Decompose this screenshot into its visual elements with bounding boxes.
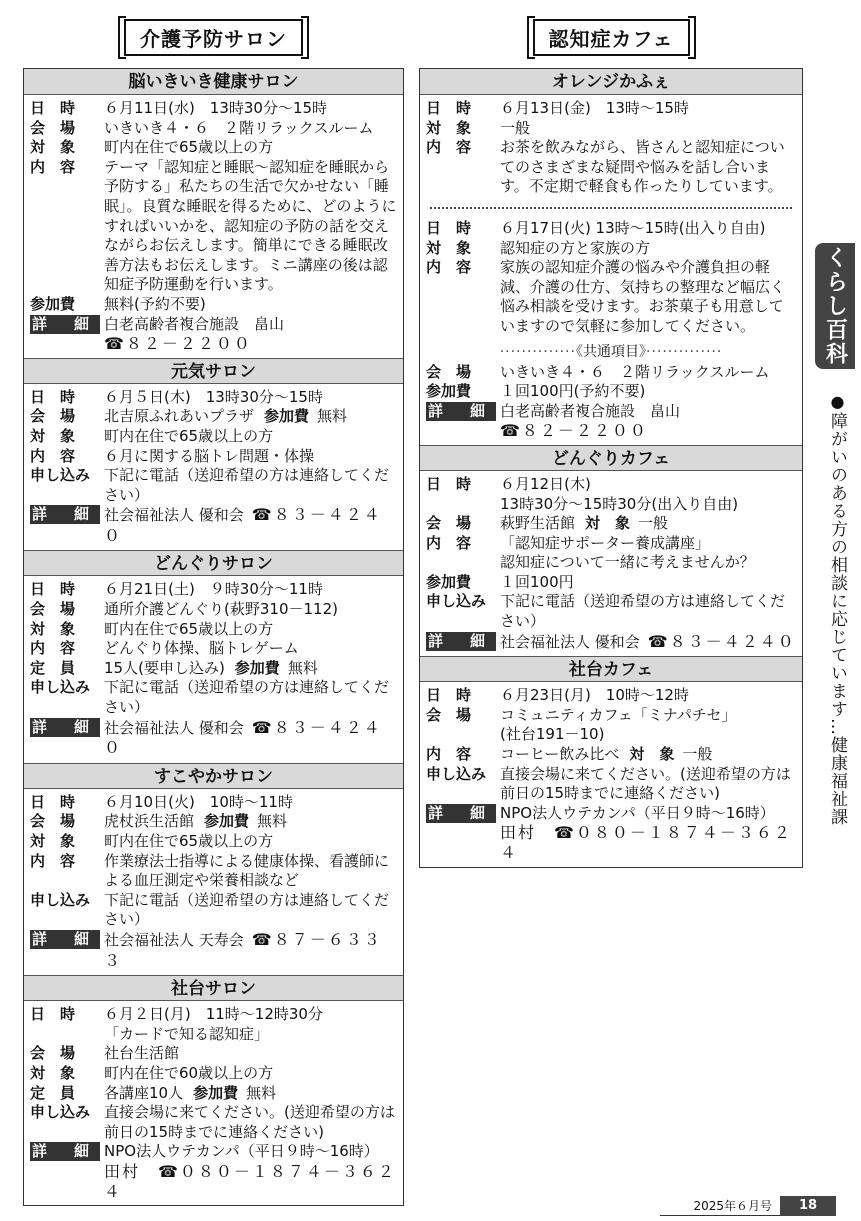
- row-extra-label: 対 象: [585, 514, 631, 533]
- salon-card: [24, 69, 403, 358]
- row-value-text: 認知症の方と家族の方: [500, 238, 651, 257]
- row-label: 日 時: [30, 1005, 76, 1024]
- info-row: [30, 447, 397, 467]
- info-row: [426, 475, 796, 495]
- info-row: [30, 1162, 397, 1201]
- row-value: [104, 659, 397, 679]
- row-value: [500, 258, 796, 336]
- row-value-text: 認知症について一緒に考えませんか？: [500, 553, 755, 572]
- row-label: 日 時: [30, 387, 76, 406]
- card-title: オレンジかふぇ: [420, 69, 802, 95]
- row-value-text: ６月２日(月) 11時～12時30分: [104, 1005, 323, 1024]
- info-row: [426, 99, 796, 119]
- card-body: [420, 95, 802, 445]
- row-value: [104, 1142, 397, 1162]
- row-label: 内 容: [30, 157, 76, 176]
- row-value: [500, 402, 796, 422]
- info-row: [30, 852, 397, 891]
- row-label: 日 時: [426, 686, 472, 705]
- row-value: [500, 765, 796, 804]
- row-value-text: 社会福祉法人 優和会: [104, 506, 244, 525]
- card-body: [24, 95, 403, 358]
- info-row: [426, 534, 796, 554]
- info-row: [426, 632, 796, 653]
- row-label: 内 容: [426, 258, 472, 277]
- row-value-text: 社台生活館: [104, 1044, 180, 1063]
- row-label: 会 場: [30, 407, 76, 426]
- info-row: [30, 407, 397, 427]
- row-label: 会 場: [426, 362, 472, 381]
- info-row: [30, 639, 397, 659]
- info-row: [426, 239, 796, 259]
- info-row: [426, 553, 796, 573]
- row-label: 申し込み: [426, 764, 487, 783]
- row-value-text: ６月17日(火) 13時～15時(出入り自由): [500, 218, 766, 237]
- row-value: [104, 1103, 397, 1142]
- row-value-text: 町内在住で65歳以上の方: [104, 619, 274, 638]
- row-value: [104, 678, 397, 717]
- row-label: [30, 334, 104, 354]
- row-value: [104, 891, 397, 930]
- card-title: 脳いきいき健康サロン: [24, 69, 403, 95]
- phone-number: ☎８３－４２４０: [647, 631, 796, 651]
- dotted-divider: [430, 207, 792, 209]
- row-value: [500, 706, 796, 726]
- cafe-card: [420, 445, 802, 656]
- row-value: [104, 718, 397, 759]
- row-value: [500, 725, 796, 745]
- row-value-text: 15人(要申し込み): [104, 658, 225, 677]
- info-row: [426, 592, 796, 631]
- row-value-text: ６月13日(金) 13時～15時: [500, 99, 689, 117]
- row-value-text: 一般: [500, 118, 531, 137]
- row-value-text: 無料(予約不要): [104, 294, 206, 313]
- row-extra-value: 一般: [682, 745, 713, 764]
- row-label: 申し込み: [30, 890, 91, 909]
- row-label: 内 容: [426, 745, 472, 764]
- info-row: [426, 219, 796, 239]
- row-value: [500, 553, 796, 573]
- row-value-text: 家族の認知症介護の悩みや介護負担の軽減、介護の仕方、気持ちの整理など幅広く悩み相談を受けます。お茶菓子も用意していますので気軽に参加してください。: [500, 258, 786, 335]
- row-value: [104, 158, 397, 295]
- row-value-text: ６月10日(火) 10時～11時: [104, 792, 293, 811]
- row-value: [104, 832, 397, 852]
- row-extra-value: 一般: [638, 514, 669, 533]
- info-row: [426, 573, 796, 593]
- page-number: 18: [780, 1196, 836, 1216]
- row-label: 内 容: [30, 851, 76, 870]
- issue-label: 2025年６月号: [660, 1196, 780, 1216]
- row-label: 日 時: [426, 218, 472, 237]
- row-value: [500, 686, 796, 706]
- row-label: 詳 細: [30, 315, 100, 334]
- phone-number: ☎８７－６３３３: [104, 929, 382, 970]
- row-label: 詳 細: [30, 505, 100, 524]
- row-value: [104, 427, 397, 447]
- row-value: [104, 505, 397, 546]
- phone-number: ☎８３－４２４０: [104, 717, 382, 758]
- row-value-text: 下記に電話（送迎希望の方は連絡してください）: [500, 592, 786, 631]
- row-label: 対 象: [426, 118, 472, 137]
- info-row: [426, 706, 796, 726]
- cafe-card: [420, 656, 802, 866]
- row-label: 申し込み: [426, 592, 487, 611]
- row-label: 会 場: [30, 1044, 76, 1063]
- section-title-text: 認知症カフェ: [533, 19, 690, 56]
- row-label: 対 象: [426, 238, 472, 257]
- row-label: 詳 細: [30, 718, 100, 737]
- row-value-text: ６月５日(木) 13時30分～15時: [104, 387, 323, 406]
- info-row: [30, 427, 397, 447]
- card-body: [420, 682, 802, 866]
- row-label: 詳 細: [426, 632, 496, 651]
- row-value: [500, 363, 796, 383]
- card-orange-cafe: [420, 69, 802, 445]
- row-value-text: いきいき４・６ ２階リラックスルーム: [104, 118, 374, 137]
- row-value-text: ６月に関する脳トレ問題・体操: [104, 446, 315, 465]
- info-row: [30, 158, 397, 295]
- row-label: 対 象: [30, 138, 76, 157]
- row-value: [104, 620, 397, 640]
- row-label: [426, 553, 500, 573]
- row-value: [500, 239, 796, 259]
- page-footer: [660, 1196, 836, 1216]
- row-value-text: (社台191－10): [500, 725, 605, 744]
- row-value-text: 白老高齢者複合施設 畠山: [500, 401, 681, 420]
- info-row: [30, 1084, 397, 1104]
- row-label: [30, 1025, 104, 1045]
- info-row: [30, 659, 397, 679]
- row-value-text: １回100円: [500, 572, 574, 591]
- row-value-text: １回100円(予約不要): [500, 382, 646, 401]
- info-row: [426, 258, 796, 336]
- row-label: 申し込み: [30, 1103, 91, 1122]
- row-value-text: 通所介護どんぐり(萩野310－112): [104, 600, 338, 619]
- row-label: 対 象: [30, 1063, 76, 1082]
- row-label: [426, 823, 500, 862]
- row-label: 内 容: [426, 138, 472, 157]
- row-label: 内 容: [426, 533, 472, 552]
- row-value: [104, 1025, 397, 1045]
- row-value: [104, 812, 397, 832]
- row-value-text: 町内在住で65歳以上の方: [104, 426, 274, 445]
- row-label: 定 員: [30, 658, 76, 677]
- info-row: [30, 1142, 397, 1162]
- row-value-text: 「カードで知る認知症」: [104, 1024, 270, 1043]
- row-value-text: 社会福祉法人 優和会: [500, 632, 640, 651]
- row-value-text: ☎８２－２２００: [104, 334, 252, 354]
- row-value: [104, 315, 397, 335]
- row-value-text: ６月23日(月) 10時～12時: [500, 686, 689, 705]
- row-value: [500, 119, 796, 139]
- row-value-text: 町内在住で60歳以上の方: [104, 1063, 274, 1082]
- row-value-text: 社会福祉法人 天寿会: [104, 930, 244, 949]
- row-label: 会 場: [426, 705, 472, 724]
- row-label: 対 象: [30, 832, 76, 850]
- salon-box: [23, 68, 404, 1206]
- salon-card: [24, 358, 403, 551]
- row-value-text: 下記に電話（送迎希望の方は連絡してください）: [104, 890, 390, 929]
- row-value-text: 社会福祉法人 優和会: [104, 718, 244, 737]
- info-row: [426, 421, 796, 441]
- info-row: [30, 812, 397, 832]
- card-title: どんぐりサロン: [24, 550, 403, 576]
- row-value: [104, 334, 397, 354]
- info-row: [426, 823, 796, 862]
- row-value-text: NPO法人ウテカンパ（平日９時～16時）: [500, 803, 775, 822]
- info-row: [426, 402, 796, 422]
- info-row: [426, 804, 796, 824]
- row-extra-value: 無料: [317, 407, 348, 426]
- common-items-label: ····· 《共通項目》 ·····: [426, 341, 796, 361]
- row-value-text: コーヒー飲み比べ: [500, 745, 620, 764]
- row-value: [104, 1005, 397, 1025]
- row-value: [500, 804, 796, 824]
- info-row: [30, 1103, 397, 1142]
- row-value-text: ６月11日(水) 13時30分～15時: [104, 99, 328, 117]
- row-value: [500, 138, 796, 197]
- row-value-text: 下記に電話（送迎希望の方は連絡してください）: [104, 678, 390, 717]
- row-extra-label: 参加費: [204, 812, 250, 831]
- card-body: [24, 576, 403, 762]
- row-value: [104, 466, 397, 505]
- row-value-text: 作業療法士指導による健康体操、看護師による血圧測定や栄養相談など: [104, 851, 390, 890]
- row-label: [30, 1162, 104, 1201]
- side-note: [818, 392, 854, 872]
- row-label: 参加費: [426, 382, 472, 401]
- row-value: [104, 639, 397, 659]
- row-value: [104, 793, 397, 813]
- row-value: [104, 99, 397, 119]
- info-row: [30, 505, 397, 546]
- row-value: [500, 99, 796, 119]
- side-note-text: 障がいのある方の相談に応じています…健康福祉課: [827, 412, 847, 826]
- row-value-text: いきいき４・６ ２階リラックスルーム: [500, 362, 770, 381]
- row-value: [104, 580, 397, 600]
- info-row: [30, 388, 397, 408]
- info-row: [30, 793, 397, 813]
- info-row: [30, 891, 397, 930]
- row-value-text: 白老高齢者複合施設 畠山: [104, 314, 285, 333]
- info-row: [30, 315, 397, 335]
- row-value-text: 田村 ☎０８０－１８７４－３６２４: [500, 823, 792, 862]
- right-column: [419, 18, 803, 868]
- row-value: [500, 573, 796, 593]
- row-extra-value: 無料: [287, 658, 318, 677]
- row-label: 日 時: [30, 99, 76, 117]
- row-value: [104, 1044, 397, 1064]
- row-value-text: 下記に電話（送迎希望の方は連絡してください）: [104, 466, 390, 504]
- row-label: 詳 細: [30, 930, 100, 949]
- info-row: [426, 745, 796, 765]
- row-value: [104, 1162, 397, 1201]
- side-tab-kurashi: くらし百科: [815, 243, 855, 369]
- row-value: [104, 447, 397, 467]
- row-value-text: 虎杖浜生活館: [104, 812, 195, 831]
- row-value: [104, 407, 397, 427]
- row-label: [426, 421, 500, 441]
- info-row: [30, 678, 397, 717]
- row-label: 定 員: [30, 1083, 76, 1102]
- info-row: [30, 99, 397, 119]
- row-value: [500, 475, 796, 495]
- info-row: [30, 580, 397, 600]
- info-row: [30, 930, 397, 971]
- card-title: どんぐりカフェ: [420, 445, 802, 471]
- row-value-text: NPO法人ウテカンパ（平日９時～16時）: [104, 1142, 379, 1161]
- info-row: [30, 600, 397, 620]
- row-value-text: 萩野生活館: [500, 514, 576, 533]
- row-value-text: どんぐり体操、脳トレゲーム: [104, 639, 299, 658]
- info-row: [426, 382, 796, 402]
- row-label: 対 象: [30, 619, 76, 638]
- row-label: 会 場: [426, 514, 472, 533]
- row-value: [104, 600, 397, 620]
- row-label: 内 容: [30, 639, 76, 658]
- info-row: [30, 466, 397, 505]
- salon-card: [24, 550, 403, 762]
- row-value-text: 田村 ☎０８０－１８７４－３６２４: [104, 1161, 396, 1201]
- row-label: [426, 725, 500, 745]
- row-value-text: 直接会場に来てください。(送迎希望の方は前日の15時までに連絡ください): [104, 1103, 395, 1141]
- info-row: [426, 495, 796, 515]
- row-value-text: テーマ「認知症と睡眠～認知症を睡眠から予防する」私たちの生活で欠かせない「睡眠」。良質な睡眠を得るために、どのようにすればいいかを、認知症の予防の話を交えながらお伝えします。簡単にできる睡眠改善方法もお伝えします。ミニ講座の後は認知症予防運動を行います。: [104, 157, 397, 294]
- info-row: [426, 514, 796, 534]
- info-row: [30, 138, 397, 158]
- row-value-text: ☎８２－２２００: [500, 421, 648, 441]
- card-title: すこやかサロン: [24, 763, 403, 789]
- phone-number: ☎８３－４２４０: [104, 505, 382, 545]
- section-title-text: 介護予防サロン: [124, 19, 303, 56]
- row-label: 申し込み: [30, 678, 91, 697]
- row-label: 内 容: [30, 446, 76, 465]
- info-row: [426, 725, 796, 745]
- row-value: [500, 823, 796, 862]
- info-row: [30, 832, 397, 852]
- info-row: [426, 138, 796, 197]
- row-value-text: ６月12日(木): [500, 474, 591, 493]
- row-extra-label: 参加費: [264, 407, 310, 426]
- row-value: [500, 632, 796, 653]
- cafe-box: [419, 68, 803, 868]
- card-title: 社台カフェ: [420, 656, 802, 682]
- row-label: 会 場: [30, 812, 76, 831]
- row-extra-value: 無料: [257, 812, 288, 831]
- info-row: [426, 119, 796, 139]
- row-label: 日 時: [30, 792, 76, 811]
- row-value-text: 13時30分～15時30分(出入り自由): [500, 494, 739, 513]
- row-value-text: 町内在住で65歳以上の方: [104, 832, 274, 850]
- row-value: [500, 592, 796, 631]
- info-row: [30, 334, 397, 354]
- row-label: 申し込み: [30, 466, 91, 485]
- row-value: [104, 1084, 397, 1104]
- row-label: 詳 細: [426, 402, 496, 421]
- row-value: [104, 930, 397, 971]
- row-value: [500, 495, 796, 515]
- section-title-cafe: [419, 18, 803, 56]
- card-body: [24, 789, 403, 975]
- row-value: [104, 388, 397, 408]
- row-value: [500, 534, 796, 554]
- row-value: [500, 219, 796, 239]
- row-extra-value: 無料: [246, 1083, 277, 1102]
- row-label: [426, 495, 500, 515]
- salon-card: [24, 763, 403, 975]
- card-title: 元気サロン: [24, 358, 403, 384]
- row-value: [500, 382, 796, 402]
- card-body: [420, 471, 802, 656]
- info-row: [426, 363, 796, 383]
- row-value: [104, 295, 397, 315]
- row-value: [500, 514, 796, 534]
- info-row: [30, 718, 397, 759]
- info-row: [426, 686, 796, 706]
- row-extra-label: 対 象: [629, 745, 675, 764]
- row-value-text: 各講座10人: [104, 1083, 184, 1102]
- info-row: [30, 1064, 397, 1084]
- row-value-text: ６月21日(土) ９時30分～11時: [104, 580, 323, 599]
- bullet-icon: ●: [828, 392, 847, 412]
- row-label: 会 場: [30, 118, 76, 137]
- row-extra-label: 参加費: [234, 658, 280, 677]
- row-value: [104, 1064, 397, 1084]
- left-column: [23, 18, 404, 1206]
- row-value: [500, 745, 796, 765]
- row-label: 参加費: [426, 572, 472, 591]
- info-row: [30, 1005, 397, 1025]
- info-row: [30, 620, 397, 640]
- card-title: 社台サロン: [24, 975, 403, 1001]
- info-row: [426, 765, 796, 804]
- row-label: 日 時: [426, 99, 472, 117]
- section-title-salon: [23, 18, 404, 56]
- row-value: [104, 852, 397, 891]
- row-label: 日 時: [30, 580, 76, 599]
- row-value-text: 「認知症サポーター養成講座」: [500, 533, 711, 552]
- info-row: [30, 119, 397, 139]
- card-body: [24, 1001, 403, 1205]
- row-label: 会 場: [30, 600, 76, 619]
- row-extra-label: 参加費: [193, 1083, 239, 1102]
- row-value-text: 町内在住で65歳以上の方: [104, 138, 274, 157]
- row-value: [104, 138, 397, 158]
- row-value: [500, 421, 796, 441]
- info-row: [30, 1044, 397, 1064]
- row-value-text: 北吉原ふれあいプラザ: [104, 407, 255, 426]
- card-body: [24, 384, 403, 551]
- info-row: [30, 1025, 397, 1045]
- info-row: [30, 295, 397, 315]
- row-label: 対 象: [30, 426, 76, 445]
- row-value-text: お茶を飲みながら、皆さんと認知症についてのさまざまな疑問や悩みを話し合います。不定期で軽食も作ったりしています。: [500, 138, 785, 196]
- row-label: 参加費: [30, 294, 76, 313]
- row-label: 詳 細: [426, 804, 496, 823]
- salon-card: [24, 975, 403, 1205]
- row-value: [104, 119, 397, 139]
- row-label: 詳 細: [30, 1142, 100, 1161]
- row-value-text: 直接会場に来てください。(送迎希望の方は前日の15時までに連絡ください): [500, 764, 791, 803]
- row-value-text: コミュニティカフェ「ミナパチセ」: [500, 705, 737, 724]
- row-label: 日 時: [426, 474, 472, 493]
